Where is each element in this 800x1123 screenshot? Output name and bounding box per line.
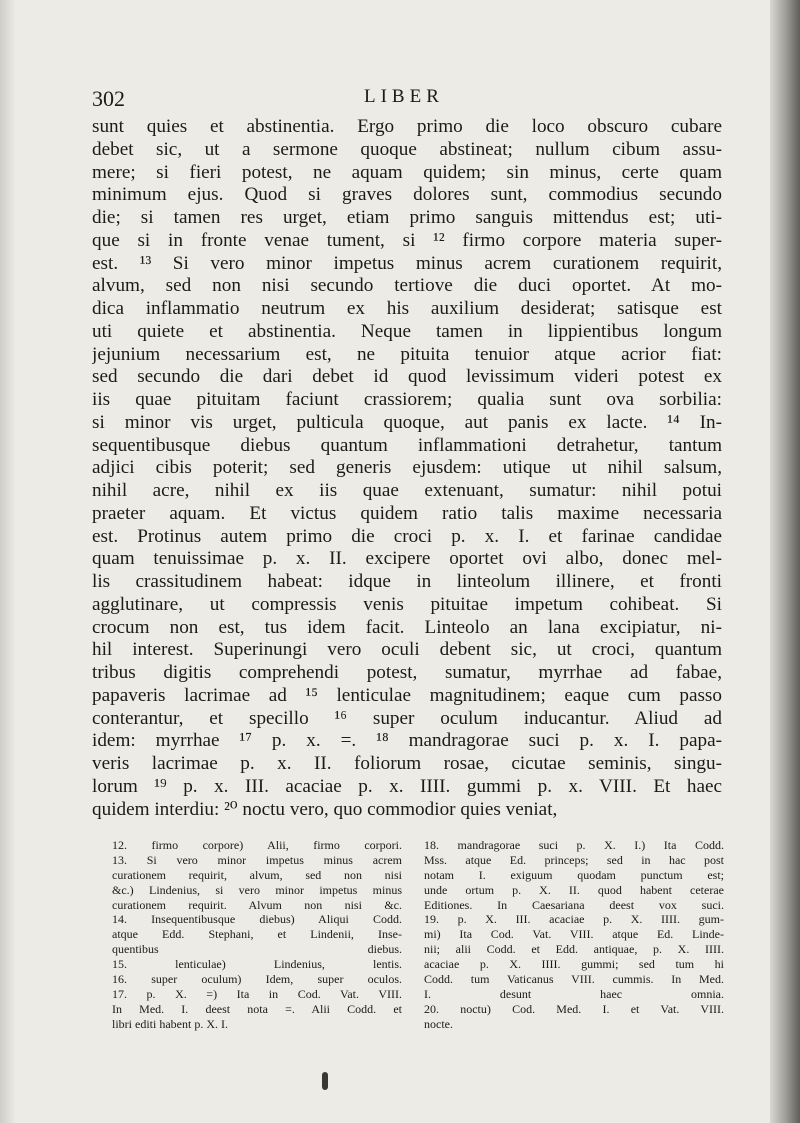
footnote-line: nocte.: [424, 1016, 453, 1031]
footnote-line: libri editi habent p. X. I.: [112, 1016, 228, 1031]
page-gutter-shadow: [0, 0, 16, 1123]
text-line: adjici cibis poterit; sed generis ejusdem: utique ut nihil salsum,: [92, 457, 722, 479]
text-line: idem: myrrhae ¹⁷ p. x. =. ¹⁸ mandragorae suci p. x. I. papa-: [92, 730, 722, 752]
running-title: LIBER: [364, 86, 444, 107]
footnote-line: unde ortum p. X. II. quod habent ceterae: [424, 882, 724, 897]
footnote-line: Editiones. In Caesariana deest vox suci.: [424, 897, 724, 912]
text-line: mere; si fieri potest, ne aquam quidem; sin minus, certe quam: [92, 161, 722, 183]
footnote-line: acaciae p. X. IIII. gummi; sed tum hi: [424, 957, 724, 972]
text-line: si minor vis urget, pulticula quoque, aut panis ex lacte. ¹⁴ In-: [92, 411, 722, 433]
text-line: est. Protinus autem primo die croci p. x. I. et farinae candidae: [92, 525, 722, 547]
footnote-line: 16. super oculum) Idem, super oculos.: [112, 972, 402, 987]
text-line: quam tenuissimae p. x. II. excipere oportet ovi albo, donec mel-: [92, 548, 722, 570]
text-line: nihil acre, nihil ex iis quae extenuant, sumatur: nihil potui: [92, 480, 722, 501]
text-line: que si in fronte venae tument, si ¹² firmo corpore materia super-: [92, 229, 722, 251]
footnote-line: 12. firmo corpore) Alii, firmo corpori.: [112, 838, 402, 852]
footnote-line: Mss. atque Ed. princeps; sed in hac post: [424, 852, 724, 867]
text-line: lorum ¹⁹ p. x. III. acaciae p. x. IIII. gummi p. x. VIII. Et haec: [92, 775, 722, 797]
footnote-line: 15. lenticulae) Lindenius, lentis.: [112, 957, 402, 972]
printer-mark: [322, 1072, 328, 1090]
text-line: sequentibusque diebus quantum inflammationi detrahetur, tantum: [92, 434, 722, 456]
footnote-line: curationem requirit, alvum, sed non nisi: [112, 867, 402, 882]
text-line: lis crassitudinem habeat: idque in linteolum illinere, et fronti: [92, 571, 722, 592]
text-line: quidem interdiu: ²⁰ noctu vero, quo commodior quies veniat,: [92, 798, 558, 820]
text-line: conterantur, et specillo ¹⁶ super oculum inducantur. Aliud ad: [92, 707, 722, 729]
text-line: veris lacrimae p. x. II. foliorum rosae, cicutae seminis, singu-: [92, 753, 722, 774]
text-line: est. ¹³ Si vero minor impetus minus acrem curationem requirit,: [92, 252, 722, 274]
footnote-line: quentibus diebus.: [112, 942, 402, 957]
text-line: uti quiete et abstinentia. Neque tamen in lippientibus longum: [92, 320, 722, 342]
footnote-line: 20. noctu) Cod. Med. I. et Vat. VIII.: [424, 1001, 724, 1016]
text-line: papaveris lacrimae ad ¹⁵ lenticulae magnitudinem; eaque cum passo: [92, 684, 722, 706]
text-line: hil interest. Superinungi vero oculi debent sic, ut croci, quantum: [92, 639, 722, 661]
text-line: dica inflammatio neutrum ex his auxilium desiderat; satisque est: [92, 298, 722, 319]
footnote-line: &c.) Lindenius, si vero minor impetus minus: [112, 882, 402, 897]
footnotes-right-column: [424, 838, 724, 1032]
footnote-line: curationem requirit. Alvum non nisi &c.: [112, 897, 402, 912]
text-line: die; si tamen res urget, etiam primo sanguis mittendus est; uti-: [92, 207, 722, 228]
page-header: [92, 82, 732, 112]
text-line: sed secundo die dari debet id quod levissimum videri potest ex: [92, 366, 722, 388]
text-line: sunt quies et abstinentia. Ergo primo die loco obscuro cubare: [92, 116, 722, 137]
text-line: iis quae pituitam faciunt crassiorem; qualia sunt ova sorbilia:: [92, 389, 722, 410]
footnote-line: nii; alii Codd. et Edd. antiquae, p. X. IIII.: [424, 942, 724, 957]
text-line: tribus digitis comprehendi potest, sumatur, myrrhae ad fabae,: [92, 662, 722, 683]
footnote-line: 17. p. X. =) Ita in Cod. Vat. VIII.: [112, 986, 402, 1001]
text-line: crocum non est, tus idem facit. Linteolo an lana excipiatur, ni-: [92, 616, 722, 638]
footnotes-left-column: [112, 838, 402, 1032]
footnote-line: atque Edd. Stephani, et Lindenii, Inse-: [112, 927, 402, 942]
text-line: minimum ejus. Quod si graves dolores sunt, commodius secundo: [92, 184, 722, 206]
page-edge-shadow: [770, 0, 800, 1123]
main-text-block: [92, 116, 722, 821]
footnote-line: 18. mandragorae suci p. X. I.) Ita Codd.: [424, 838, 724, 852]
text-line: praeter aquam. Et victus quidem ratio talis maxime necessaria: [92, 502, 722, 524]
footnote-line: In Med. I. deest nota =. Alii Codd. et: [112, 1001, 402, 1016]
footnote-line: mi) Ita Cod. Vat. VIII. atque Ed. Linde-: [424, 927, 724, 942]
footnote-line: I. desunt haec omnia.: [424, 986, 724, 1001]
footnote-line: Codd. tum Vaticanus VIII. cummis. In Med.: [424, 972, 724, 987]
footnote-line: 19. p. X. III. acaciae p. X. IIII. gum-: [424, 912, 724, 927]
footnote-line: 14. Insequentibusque diebus) Aliqui Codd.: [112, 912, 402, 927]
text-line: debet sic, ut a sermone quoque abstineat; nullum cibum assu-: [92, 138, 722, 160]
text-line: alvum, sed non nisi secundo tertiove die duci oportet. At mo-: [92, 275, 722, 297]
text-line: agglutinare, ut compressis venis pituitae impetum cohibeat. Si: [92, 593, 722, 615]
page-number: 302: [92, 86, 125, 111]
footnote-line: 13. Si vero minor impetus minus acrem: [112, 852, 402, 867]
text-line: jejunium necessarium est, ne pituita tenuior atque acrior fiat:: [92, 343, 722, 365]
footnote-line: notam I. exiguum quodam punctum est;: [424, 867, 724, 882]
